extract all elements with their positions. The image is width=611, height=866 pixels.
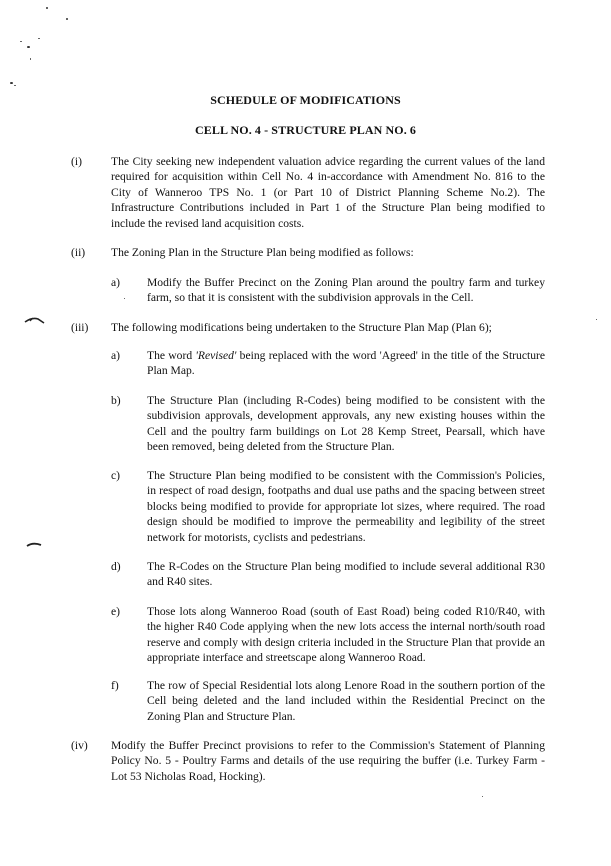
margin-mark-icon [24, 316, 46, 326]
item-text: The City seeking new independent valuation advice regarding the current values of the land required for acquisition within Cell No. 4 in-accordance with Amendment No. 816 to the City of Wanneroo TPS No. 1 (or Part 10 of District Planning Scheme No.2). The Infrastructure Contributions included in Part 1 of the Structure Plan being modified to include the revised land acquisition costs. [111, 155, 545, 230]
subitem-text: The Structure Plan (including R-Codes) being modified to be consistent with the subdivision approvals, development approvals, any new existing houses within the Cell and the poultry farm buildings on Lot 28 Kemp Street, Pearsall, which have been removed, being deleted from the Structure Plan. [147, 394, 545, 454]
subitem-label: f) [111, 679, 119, 692]
item-text: The following modifications being undertaken to the Structure Plan Map (Plan 6); [111, 321, 492, 334]
subitem-text: The Structure Plan being modified to be consistent with the Commission's Policies, in respect of road design, footpaths and dual use paths and the spacing between street blocks being modified to provide for appropriate lot sizes, where required. The road design should be modified to improve the permeability and legibility of the street network for motorists, cyclists and pedestrians. [147, 469, 545, 544]
subitem-label: b) [111, 394, 121, 407]
subitem-label: e) [111, 605, 121, 618]
subitem-text: The R-Codes on the Structure Plan being modified to include several additional R30 and R40 sites. [147, 560, 545, 589]
item-number: (ii) [71, 246, 86, 259]
page-title: SCHEDULE OF MODIFICATIONS [210, 93, 401, 107]
scan-speck [124, 298, 125, 299]
subitem-text-before: The word [147, 349, 196, 362]
margin-mark-icon [26, 542, 42, 548]
subitem-label: d) [111, 560, 121, 573]
scan-speck [38, 38, 40, 39]
subitem-text: Modify the Buffer Precinct on the Zoning Plan around the poultry farm and turkey farm, so that it is consistent with the subdivision approvals in the Cell. [147, 276, 545, 305]
item-number: (iv) [71, 739, 88, 752]
scan-speck [20, 41, 22, 42]
scan-speck [596, 319, 597, 320]
subitem-label: c) [111, 469, 121, 482]
item-number: (i) [71, 155, 82, 168]
page-subtitle: CELL NO. 4 - STRUCTURE PLAN NO. 6 [195, 123, 416, 137]
item-text: The Zoning Plan in the Structure Plan being modified as follows: [111, 246, 414, 259]
scan-speck [10, 82, 13, 84]
subitem-text-after: being replaced with the word 'Agreed' in the title of the Structure Plan Map. [147, 349, 546, 378]
scan-speck [66, 18, 68, 20]
scan-speck [482, 796, 483, 797]
item-number: (iii) [71, 321, 89, 334]
subitem-text: The row of Special Residential lots along Lenore Road in the southern portion of the Cell being deleted and the land included within the Residential Precinct on the Zoning Plan and Structure Plan. [147, 679, 545, 723]
scan-speck [27, 46, 30, 48]
subitem-label: a) [111, 276, 121, 289]
subitem-text-italic: 'Revised' [195, 349, 237, 362]
scan-speck [14, 85, 16, 86]
scan-speck [30, 58, 31, 60]
subitem-label: a) [111, 349, 121, 362]
subitem-text [147, 348, 545, 379]
item-text: Modify the Buffer Precinct provisions to refer to the Commission's Statement of Planning Policy No. 5 - Poultry Farms and details of the use requiring the buffer (i.e. Turkey Farm - Lot 53 Nicholas Road, Hocking). [111, 739, 545, 783]
scan-speck [46, 7, 48, 9]
subitem-text: Those lots along Wanneroo Road (south of East Road) being coded R10/R40, with the higher R40 Code applying when the new lots access the internal north/south road reserve and comply with design criteria included in the Structure Plan that provide an appropriate interface and streetscape along Wanneroo Road. [147, 605, 545, 665]
